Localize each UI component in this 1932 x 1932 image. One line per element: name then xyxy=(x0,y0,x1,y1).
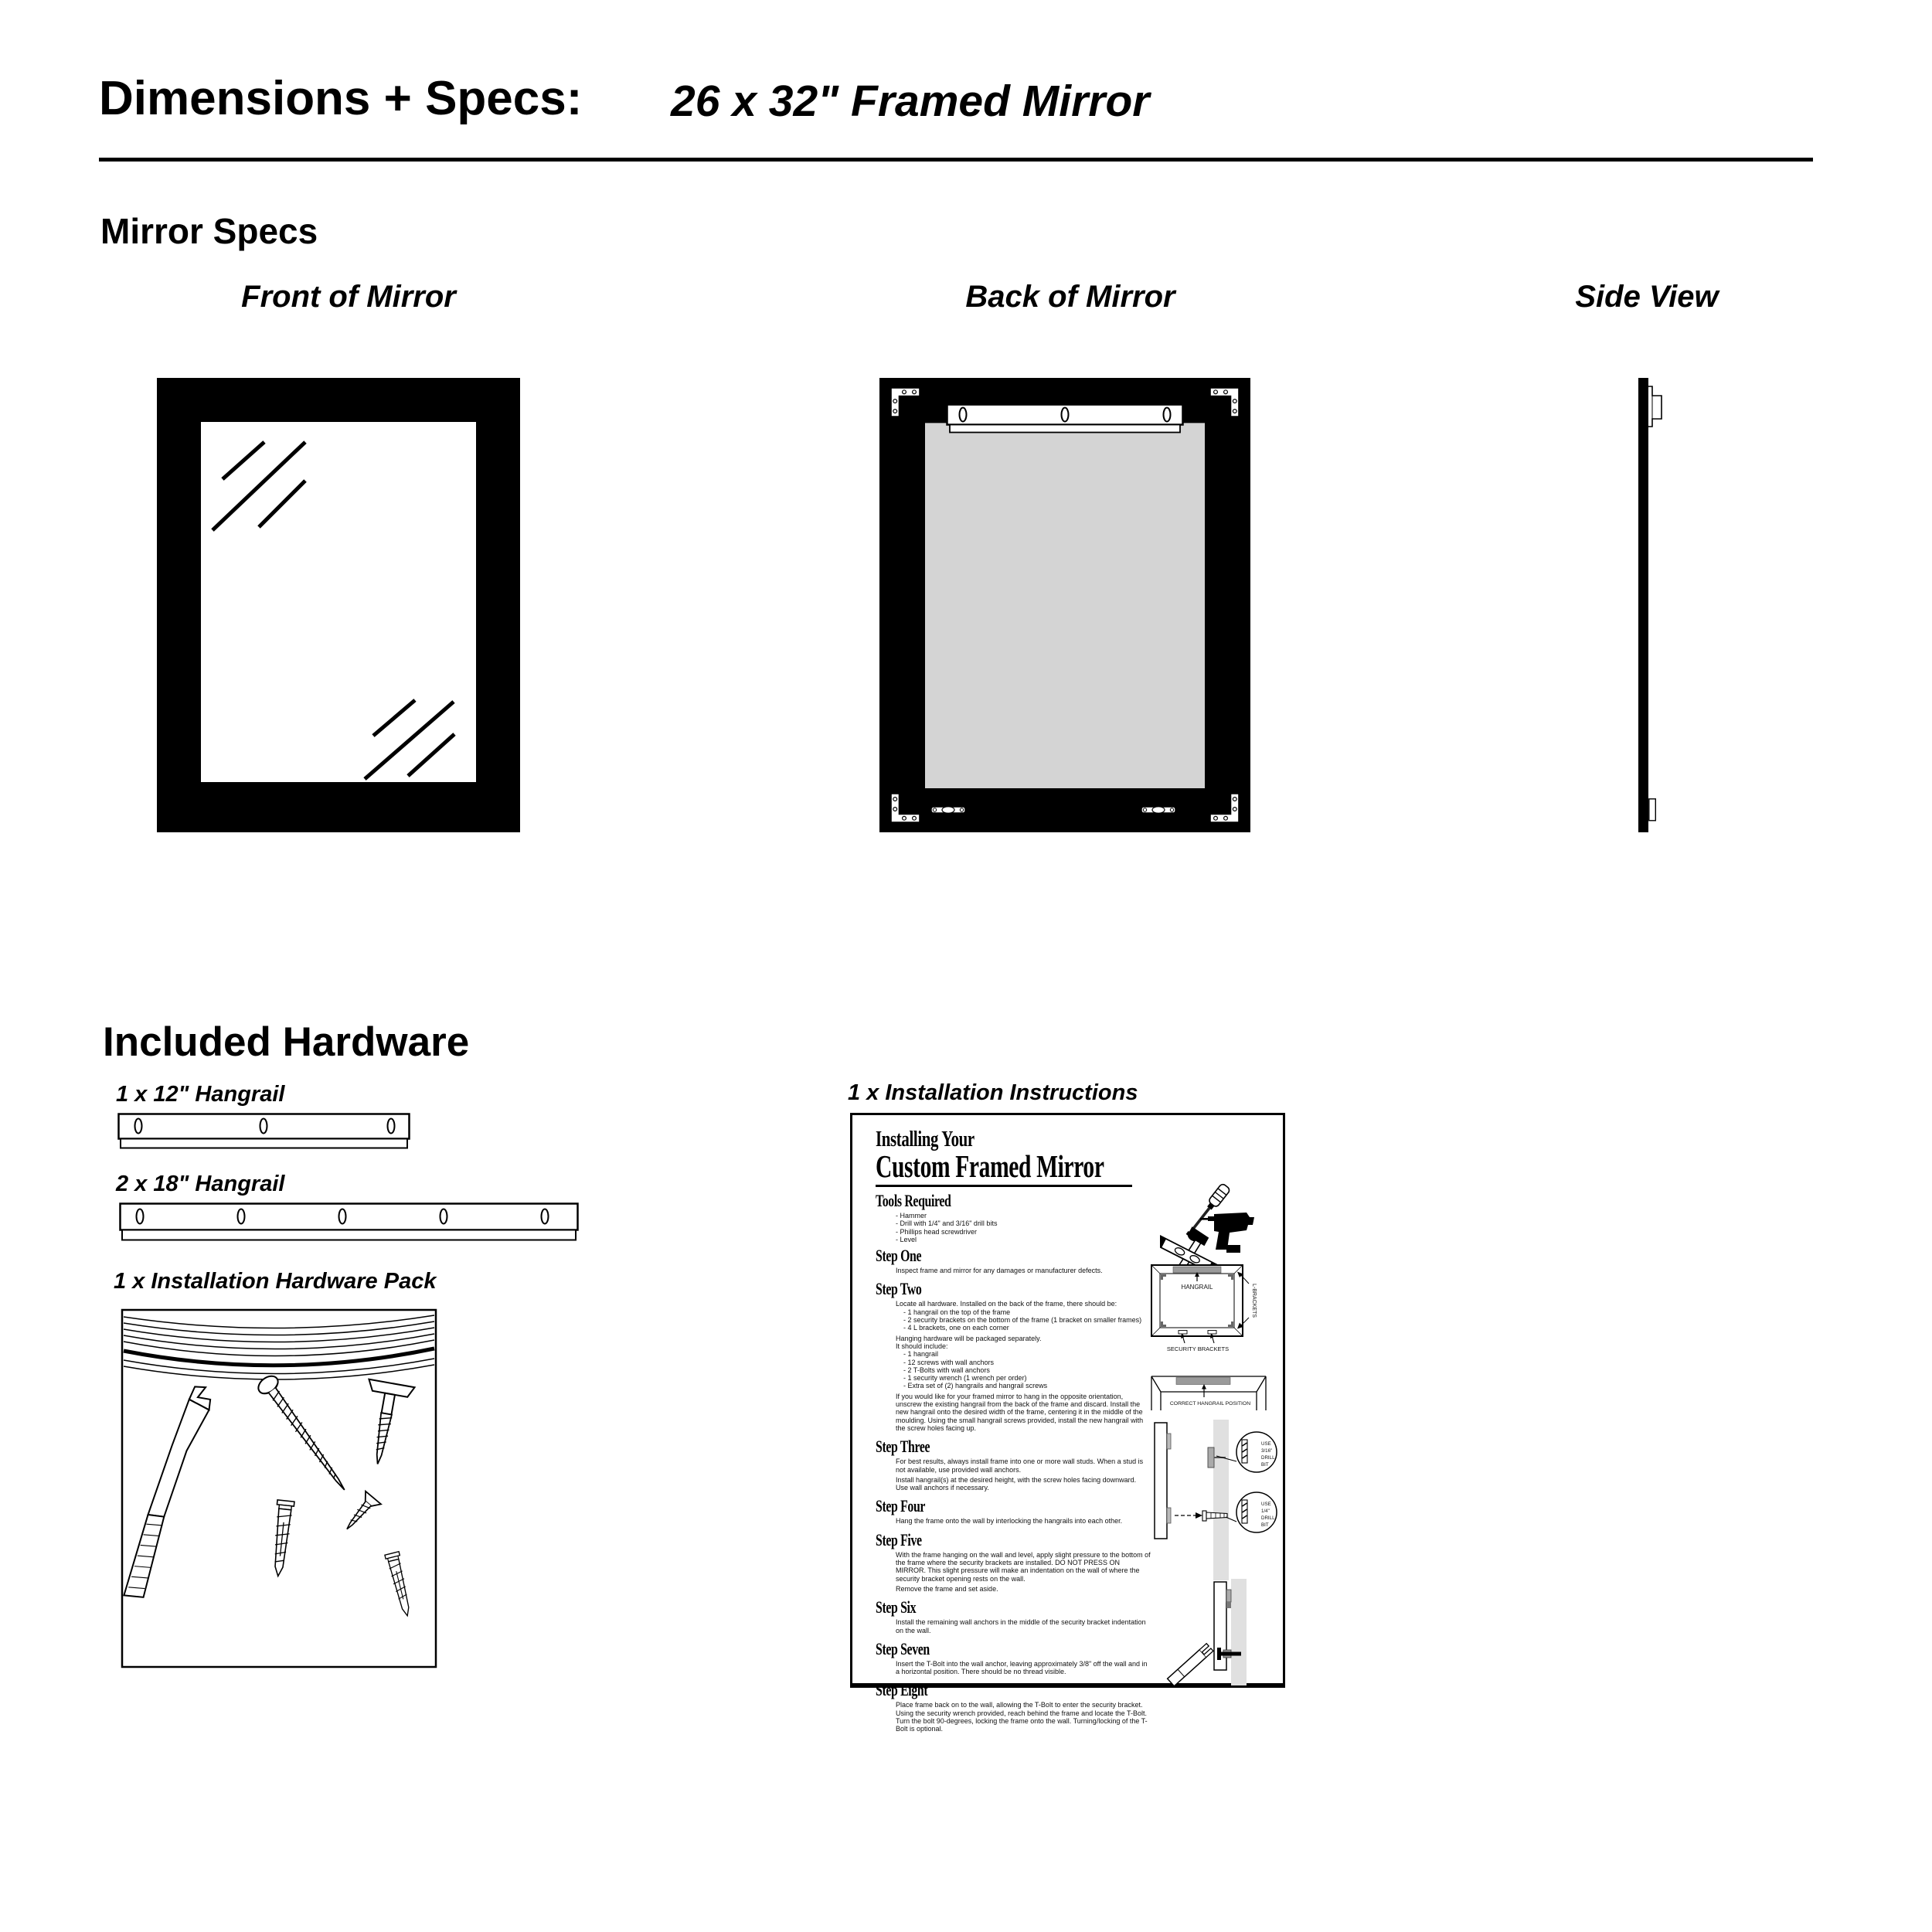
security-wrench xyxy=(1168,1644,1213,1685)
diagram-hangrail-bar xyxy=(1176,1378,1230,1385)
tool-item: - Drill with 1/4" and 3/16" drill bits xyxy=(896,1219,998,1228)
security-brackets-diagram-label: SECURITY BRACKETS xyxy=(1166,1345,1230,1352)
step-heading: Step Three xyxy=(876,1437,930,1457)
step-line: - 1 hangrail on the top of the frame xyxy=(903,1308,1011,1316)
step-line: Remove the frame and set aside. xyxy=(896,1584,998,1593)
step-heading: Step Four xyxy=(876,1496,926,1516)
mirror-specs-heading: Mirror Specs xyxy=(100,211,318,251)
mirror-backing-board xyxy=(925,423,1205,788)
page-title: Dimensions + Specs: xyxy=(99,72,583,125)
hangrail-icon xyxy=(946,403,1184,434)
tools-list xyxy=(876,1212,1148,1243)
step-block xyxy=(876,1300,1148,1332)
corner-bracket-icon xyxy=(890,387,921,418)
step-line: With the frame hanging on the wall and level, apply slight pressure to the bottom of the frame where the security brackets are installed. DO NOT PRESS ON MIRROR. This slight pressure will make an indentation on the wall of where the security bracket opening rests on the wall. xyxy=(896,1550,1151,1583)
diagram-hangrail-bar xyxy=(1173,1267,1221,1273)
step-line: For best results, always install frame into one or more wall studs. When a stud is not available, use provided wall anchors. xyxy=(896,1458,1144,1474)
frame-profile xyxy=(1155,1423,1167,1539)
wall xyxy=(1213,1420,1229,1580)
step-heading: Step Six xyxy=(876,1597,917,1617)
step-line: If you would like for your framed mirror to hang in the opposite orientation, unscrew the existing hangrail from the back of the frame and discard. Install the new hangrail onto the desired width of the frame, centering it in the middle of the moulding. Using the small hangrail screws provided, install the new hangrail with the screw holes facing up. xyxy=(896,1392,1144,1432)
step-line: - 1 security wrench (1 wrench per order) xyxy=(903,1374,1027,1383)
corner-bracket-icon xyxy=(1209,792,1240,823)
step-block xyxy=(876,1618,1148,1634)
tbolt-install-diagram xyxy=(1160,1579,1284,1685)
sheet-title-line2: Custom Framed Mirror xyxy=(876,1148,1104,1184)
step-block xyxy=(876,1476,1148,1492)
callout-text: BIT xyxy=(1261,1462,1269,1468)
sheet-title-line1: Installing Your xyxy=(876,1127,975,1151)
step-heading: Step Seven xyxy=(876,1638,930,1658)
step-block xyxy=(876,1393,1148,1432)
product-title: 26 x 32" Framed Mirror xyxy=(671,77,1150,126)
steps-list xyxy=(876,1243,1151,1733)
hangrail-12-label: 1 x 12" Hangrail xyxy=(116,1082,285,1107)
header-divider xyxy=(99,158,1813,162)
callout-text: USE xyxy=(1261,1441,1271,1447)
step-block xyxy=(876,1701,1148,1733)
tools-required-heading: Tools Required xyxy=(876,1191,951,1210)
step-line: Place frame back on to the wall, allowing the T-Bolt to enter the security bracket. Using the security wrench provided, reach behind the frame and locate the T-Bolt. Turn the bolt 90-degrees, locking the frame onto the wall. Turning/locking of the T-Bolt is optional. xyxy=(896,1701,1148,1733)
back-mirror-diagram xyxy=(879,378,1250,832)
side-view-label: Side View xyxy=(1575,280,1719,314)
drill-icon xyxy=(1200,1213,1254,1253)
step-block xyxy=(876,1660,1148,1676)
wall-install-diagram xyxy=(1148,1420,1285,1580)
tool-item: - Hammer xyxy=(896,1212,927,1219)
step-line: Hang the frame onto the wall by interlocking the hangrails into each other. xyxy=(896,1517,1123,1526)
step-block xyxy=(876,1550,1151,1583)
step-line: Install the remaining wall anchors in the middle of the security bracket indentation on the wall. xyxy=(896,1618,1146,1634)
step-line: - Extra set of (2) hangrails and hangrail screws xyxy=(903,1382,1048,1390)
instruction-text-column xyxy=(876,1127,1151,1736)
correct-hangrail-label: CORRECT HANGRAIL POSITION xyxy=(1169,1401,1251,1406)
side-bottom-bracket-icon xyxy=(1648,798,1658,821)
step-block xyxy=(876,1585,1148,1593)
front-mirror-diagram xyxy=(157,378,520,832)
glass-shine-icon xyxy=(201,422,476,782)
hangrail-12-icon xyxy=(117,1113,411,1151)
hardware-pack-icon xyxy=(120,1308,438,1671)
hangrail-18-label: 2 x 18" Hangrail xyxy=(116,1172,285,1196)
step-line: Use wall anchors if necessary. xyxy=(896,1484,989,1492)
step-line: - 4 L brackets, one on each corner xyxy=(903,1324,1009,1332)
step-block xyxy=(876,1335,1148,1390)
step-line: - 1 hangrail xyxy=(903,1350,939,1359)
step-line: - 2 T-Bolts with wall anchors xyxy=(903,1366,990,1374)
instructions-label: 1 x Installation Instructions xyxy=(848,1080,1138,1105)
callout-text: 1/4" xyxy=(1261,1509,1270,1514)
step-line: Hanging hardware will be packaged separately. xyxy=(896,1334,1042,1342)
hangrail-diagram-label: HANGRAIL xyxy=(1181,1284,1213,1291)
callout-text: 3/16" xyxy=(1261,1448,1273,1454)
l-brackets-diagram-label: L-BRACKETS xyxy=(1251,1284,1257,1318)
callout-text: BIT xyxy=(1261,1522,1269,1528)
correct-hangrail-diagram xyxy=(1150,1375,1274,1412)
step-block xyxy=(876,1458,1148,1474)
side-frame-profile xyxy=(1638,378,1648,832)
wall xyxy=(1231,1579,1247,1685)
step-line: - 2 security brackets on the bottom of the frame (1 bracket on smaller frames) xyxy=(903,1316,1142,1325)
hardware-pack-label: 1 x Installation Hardware Pack xyxy=(114,1269,437,1294)
callout-text: USE xyxy=(1261,1502,1271,1507)
step-line: It should include: xyxy=(896,1342,948,1350)
step-line: - 12 screws with wall anchors xyxy=(903,1358,995,1366)
step-heading: Step Eight xyxy=(876,1680,928,1700)
mirror-glass xyxy=(201,422,476,782)
step-line: Locate all hardware. Installed on the back of the frame, there should be: xyxy=(896,1300,1117,1308)
step-heading: Step Two xyxy=(876,1279,922,1299)
instruction-sheet xyxy=(850,1113,1285,1733)
security-bracket-icon xyxy=(1141,803,1176,817)
security-bracket-icon xyxy=(930,803,966,817)
step-line: Install hangrail(s) at the desired height, with the screw holes facing downward. xyxy=(896,1475,1137,1484)
side-hangrail-bracket-icon xyxy=(1648,384,1665,429)
callout-text: DRILL xyxy=(1261,1515,1275,1521)
drill-callout-bottom xyxy=(1226,1492,1277,1532)
step-block xyxy=(876,1267,1148,1274)
step-heading: Step Five xyxy=(876,1529,922,1549)
tool-item: - Phillips head screwdriver xyxy=(896,1227,978,1236)
tool-item: - Level xyxy=(896,1235,917,1243)
hangrail-18-icon xyxy=(119,1202,580,1243)
callout-text: DRILL xyxy=(1261,1455,1275,1461)
wall-hangrail xyxy=(1208,1447,1214,1468)
step-block xyxy=(876,1517,1148,1525)
sheet-title-underline xyxy=(876,1185,1132,1187)
corner-bracket-icon xyxy=(1209,387,1240,418)
back-of-mirror-label: Back of Mirror xyxy=(965,280,1175,314)
side-view-diagram xyxy=(1638,378,1666,832)
included-hardware-heading: Included Hardware xyxy=(103,1019,470,1065)
front-of-mirror-label: Front of Mirror xyxy=(241,280,456,314)
step-line: Insert the T-Bolt into the wall anchor, leaving approximately 3/8" off the wall and in a horizontal position. There should be no thread visible. xyxy=(896,1659,1148,1676)
step-heading: Step One xyxy=(876,1246,922,1266)
corner-bracket-icon xyxy=(890,792,921,823)
step-line: Inspect frame and mirror for any damages or manufacturer defects. xyxy=(896,1267,1103,1275)
frame-back-diagram xyxy=(1150,1264,1274,1358)
